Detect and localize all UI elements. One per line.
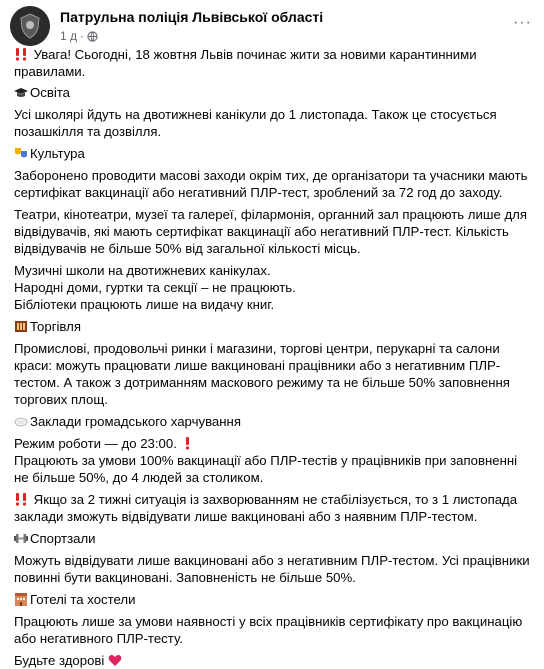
post-body <box>14 46 530 669</box>
section-title-food: Заклади громадського харчування <box>14 413 530 430</box>
culture-line-1: Музичні школи на двотижневих канікулах. <box>14 263 271 278</box>
globe-icon <box>87 31 98 42</box>
dumbbell-icon <box>14 532 28 545</box>
post-header <box>8 6 536 46</box>
page-name-link[interactable]: Патрульна поліція Львівської області <box>60 9 324 25</box>
culture-line-3: Бібліотеки працюють лише на видачу книг. <box>14 297 275 312</box>
section-title-hotels: Готелі та хостели <box>14 591 530 608</box>
food-text: Працюють за умови 100% вакцинації або ПЛР-тестів у працівників при заповненні не більше 50%, до 4 людей за столиком. <box>14 453 518 485</box>
food-hours: Режим роботи — до 23:00. <box>14 435 530 452</box>
outro-paragraph: Будьте здорові <box>14 652 530 669</box>
section-title-culture: Культура <box>14 145 530 162</box>
more-options-button[interactable]: ··· <box>513 14 532 31</box>
section-title-sport: Спортзали <box>14 530 530 547</box>
police-logo-icon <box>10 6 50 46</box>
hotels-text: Працюють лише за умови наявності у всіх працівників сертифікату про вакцинацію або негативного ПЛР-тесту. <box>14 614 523 646</box>
culture-text: Заборонено проводити масові заходи окрім тих, де організатори та учасники мають сертифікат вакцинації або негативний ПЛР-тест, зроблений за 72 год до заходу. <box>14 168 528 200</box>
intro-paragraph: Увага! Сьогодні, 18 жовтня Львів починає жити за новими карантинними правилами. <box>14 47 477 79</box>
education-text: Усі школярі йдуть на двотижневі канікули до 1 листопада. Також це стосується позашкілля та дозвілля. <box>14 107 497 139</box>
double-exclamation-icon <box>14 493 28 506</box>
exclamation-icon <box>181 437 195 450</box>
section-title-trade: Торгівля <box>14 318 530 335</box>
trade-text: Промислові, продовольчі ринки і магазини, торгові центри, перукарні та салони краси: можуть працювати лише вакциновані працівники або з негативним ПЛР-тестом. А також з дотриманням маскового режиму та не більше 50% заповнення торгових площ. <box>14 341 510 407</box>
post-meta: 1 д · <box>60 29 98 43</box>
culture-text-2: Театри, кінотеатри, музеї та галереї, філармонія, органний зал працюють лише для відвідувачів, які мають сертифікат вакцинації або негативний ПЛР-тест. Кількість відвідувачів не більше 50% від загальної кількості місць. <box>14 207 527 256</box>
sport-text: Можуть відвідувати лише вакциновані або з негативним ПЛР-тестом. Усі працівники повинні бути вакциновані. Заповненість не більше 50%. <box>14 553 530 585</box>
shopping-icon <box>14 320 28 333</box>
double-exclamation-icon <box>14 48 28 61</box>
post-time-link[interactable]: 1 д <box>60 29 78 43</box>
section-title-education: Освіта <box>14 84 530 101</box>
graduation-cap-icon <box>14 86 28 99</box>
food-warning: Якщо за 2 тижні ситуація із захворюванням не стабілізується, то з 1 листопада заклади зможуть відвідувати лише вакциновані або з наявним ПЛР-тестом. <box>14 492 518 524</box>
plate-icon <box>14 415 28 428</box>
theater-masks-icon <box>14 147 28 160</box>
culture-line-2: Народні доми, гуртки та секції – не працюють. <box>14 280 296 295</box>
heart-icon <box>108 654 122 667</box>
page-avatar[interactable] <box>10 6 50 46</box>
